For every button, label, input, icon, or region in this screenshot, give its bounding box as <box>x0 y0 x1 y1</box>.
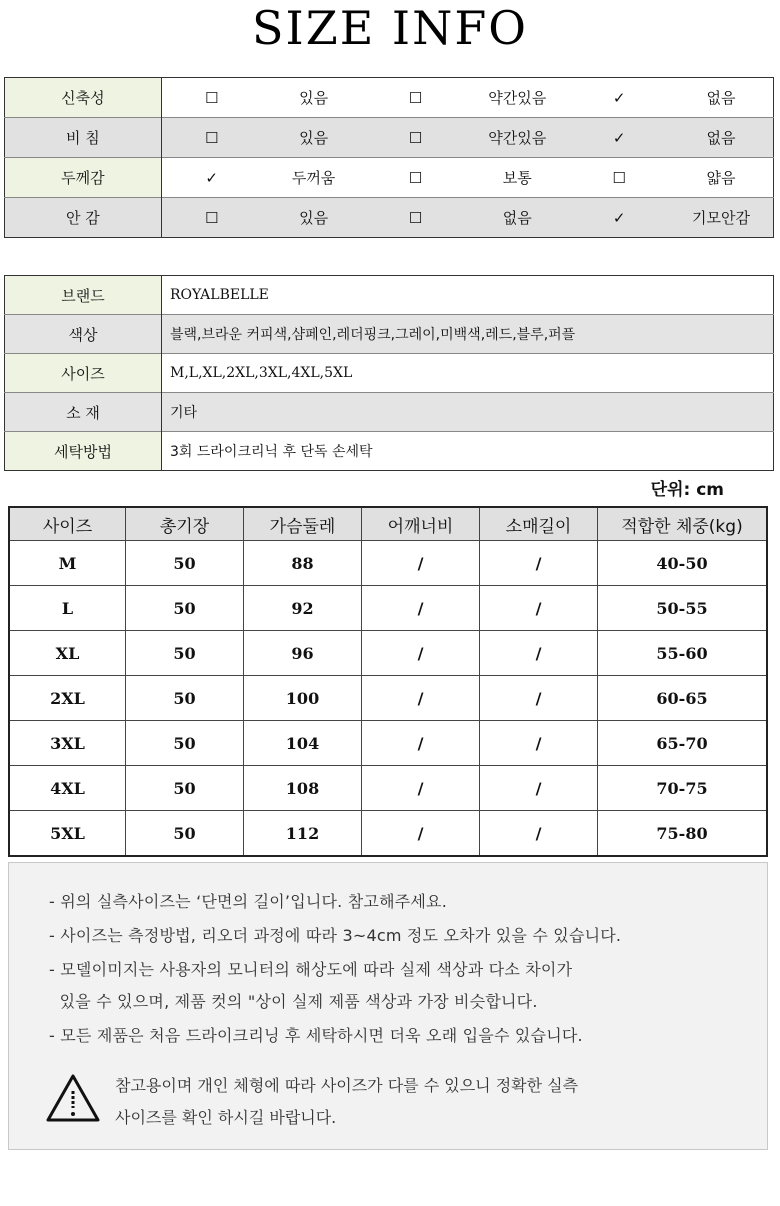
info-row <box>5 432 774 471</box>
checkbox-mark: ✓ <box>612 88 626 107</box>
size-value-cell: / <box>480 676 598 721</box>
option-label: 얇음 <box>669 158 773 198</box>
size-row <box>9 586 767 631</box>
info-value: M,L,XL,2XL,3XL,4XL,5XL <box>162 354 774 393</box>
size-table-body <box>9 541 767 857</box>
attribute-label: 두께감 <box>5 158 162 198</box>
checkbox-mark: ✓ <box>569 118 669 158</box>
page-title: SIZE INFO <box>252 1 528 55</box>
option-label: 두꺼움 <box>262 158 366 198</box>
checkbox-mark: ☐ <box>366 158 466 198</box>
checkbox-mark: ☐ <box>161 118 261 158</box>
size-value-cell: 92 <box>244 586 362 631</box>
column-header: 적합한 체중(kg) <box>598 507 768 541</box>
attribute-label: 안 감 <box>5 198 162 238</box>
size-row <box>9 676 767 721</box>
info-row <box>5 315 774 354</box>
attribute-label: 비 침 <box>5 118 162 158</box>
info-label: 소 재 <box>5 393 162 432</box>
unit-label: 단위: cm <box>650 480 724 500</box>
column-header: 총기장 <box>126 507 244 541</box>
size-value-cell: / <box>480 766 598 811</box>
size-value-cell: / <box>362 811 480 857</box>
option-label: 보통 <box>465 158 569 198</box>
option-label: 있음 <box>262 198 366 238</box>
size-value-cell: / <box>362 541 480 586</box>
info-value: 블랙,브라운 커피색,샴페인,레더핑크,그레이,미백색,레드,블루,퍼플 <box>162 315 774 354</box>
checkbox-mark: ✓ <box>161 158 261 198</box>
column-header: 사이즈 <box>9 507 126 541</box>
checkbox-mark: ☐ <box>204 88 219 107</box>
info-value: 3회 드라이크리닉 후 단독 손세탁 <box>162 432 774 471</box>
size-row <box>9 766 767 811</box>
notes-box <box>8 862 768 1150</box>
size-value-cell: 112 <box>244 811 362 857</box>
size-value-cell: 60-65 <box>598 676 768 721</box>
checkbox-mark: ☐ <box>569 158 669 198</box>
size-row <box>9 811 767 857</box>
note-line: - 모델이미지는 사용자의 모니터의 해상도에 따라 실제 색상과 다소 차이가 <box>49 960 573 979</box>
size-row <box>9 631 767 676</box>
option-label: 없음 <box>706 89 736 107</box>
size-value-cell: 65-70 <box>598 721 768 766</box>
checkbox-mark: ☐ <box>161 198 261 238</box>
column-header: 어깨너비 <box>362 507 480 541</box>
info-row <box>5 393 774 432</box>
info-value: 기타 <box>162 393 774 432</box>
size-value-cell: / <box>480 721 598 766</box>
size-value-cell: / <box>362 631 480 676</box>
info-label: 세탁방법 <box>5 432 162 471</box>
size-value-cell: / <box>480 541 598 586</box>
attribute-row <box>5 158 774 198</box>
attribute-row <box>5 198 774 238</box>
size-value-cell: 70-75 <box>598 766 768 811</box>
checkbox-mark: ☐ <box>366 198 466 238</box>
checkbox-mark: ☐ <box>366 118 466 158</box>
size-value-cell: 55-60 <box>598 631 768 676</box>
size-value-cell: 50 <box>126 766 244 811</box>
info-value: ROYALBELLE <box>162 276 774 315</box>
size-value-cell: / <box>480 811 598 857</box>
option-label: 없음 <box>465 198 569 238</box>
size-value-cell: 75-80 <box>598 811 768 857</box>
size-table <box>8 506 768 857</box>
size-value-cell: 88 <box>244 541 362 586</box>
size-value-cell: 50 <box>126 541 244 586</box>
option-label: 기모안감 <box>669 198 773 238</box>
option-label: 있음 <box>299 89 329 107</box>
info-label: 색상 <box>5 315 162 354</box>
size-name-cell: 3XL <box>9 721 126 766</box>
size-value-cell: 50 <box>126 721 244 766</box>
info-label: 사이즈 <box>5 354 162 393</box>
fabric-attribute-table <box>4 77 774 238</box>
column-header: 소매길이 <box>480 507 598 541</box>
size-table-header <box>9 507 767 541</box>
checkbox-mark: ✓ <box>569 198 669 238</box>
info-row <box>5 276 774 315</box>
size-value-cell: / <box>480 586 598 631</box>
size-value-cell: 108 <box>244 766 362 811</box>
note-line: 있을 수 있으며, 제품 컷의 "상이 실제 제품 색상과 가장 비슷합니다. <box>49 992 538 1011</box>
info-row <box>5 354 774 393</box>
note-line: - 위의 실측사이즈는 ‘단면의 길이’입니다. 참고해주세요. <box>49 892 447 911</box>
size-name-cell: M <box>9 541 126 586</box>
size-name-cell: 5XL <box>9 811 126 857</box>
attribute-row <box>5 118 774 158</box>
size-name-cell: 4XL <box>9 766 126 811</box>
size-value-cell: 50 <box>126 631 244 676</box>
size-name-cell: 2XL <box>9 676 126 721</box>
size-value-cell: 104 <box>244 721 362 766</box>
size-name-cell: XL <box>9 631 126 676</box>
size-value-cell: 50-55 <box>598 586 768 631</box>
column-header: 가슴둘레 <box>244 507 362 541</box>
size-row <box>9 541 767 586</box>
warning-icon <box>45 1073 101 1123</box>
size-value-cell: 96 <box>244 631 362 676</box>
size-value-cell: 100 <box>244 676 362 721</box>
size-value-cell: / <box>362 721 480 766</box>
size-name-cell: L <box>9 586 126 631</box>
warning-text-line: 참고용이며 개인 체형에 따라 사이즈가 다를 수 있으니 정확한 실측 <box>115 1076 579 1095</box>
size-value-cell: 40-50 <box>598 541 768 586</box>
size-value-cell: / <box>480 631 598 676</box>
product-info-table <box>4 275 774 471</box>
warning-text-line: 사이즈를 확인 하시길 바랍니다. <box>115 1108 337 1127</box>
option-label: 약간있음 <box>465 118 569 158</box>
option-label: 약간있음 <box>488 89 547 107</box>
attribute-label: 신축성 <box>5 78 162 118</box>
size-value-cell: / <box>362 766 480 811</box>
option-label: 없음 <box>669 118 773 158</box>
size-value-cell: / <box>362 676 480 721</box>
checkbox-mark: ☐ <box>408 88 423 107</box>
note-line: - 모든 제품은 처음 드라이크리닝 후 세탁하시면 더욱 오래 입을수 있습니다. <box>49 1026 583 1045</box>
option-label: 있음 <box>262 118 366 158</box>
info-label: 브랜드 <box>5 276 162 315</box>
size-value-cell: 50 <box>126 811 244 857</box>
size-value-cell: / <box>362 586 480 631</box>
size-value-cell: 50 <box>126 676 244 721</box>
attribute-row <box>5 78 774 118</box>
size-value-cell: 50 <box>126 586 244 631</box>
size-row <box>9 721 767 766</box>
note-line: - 사이즈는 측정방법, 리오더 과정에 따라 3~4cm 정도 오차가 있을 수 있습니다. <box>49 926 622 945</box>
